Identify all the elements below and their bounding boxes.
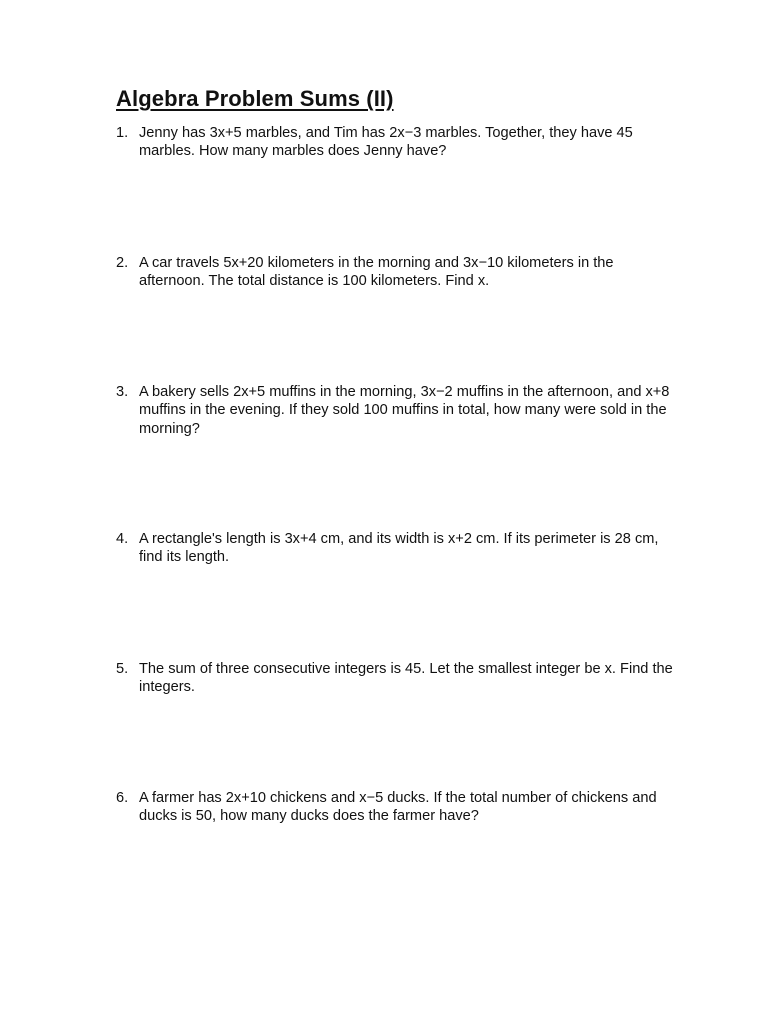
problem-text: A farmer has 2x+10 chickens and x−5 ducks. If the total number of chickens and ducks is 50, how many ducks does the farmer have?: [139, 790, 657, 825]
problem-text: The sum of three consecutive integers is 45. Let the smallest integer be x. Find the integers.: [139, 661, 673, 696]
problem-text: A car travels 5x+20 kilometers in the morning and 3x−10 kilometers in the afternoon. The total distance is 100 kilometers. Find x.: [139, 255, 614, 290]
problem-4: [116, 530, 676, 567]
problem-text: A bakery sells 2x+5 muffins in the morning, 3x−2 muffins in the afternoon, and x+8 muffins in the evening. If they sold 100 muffins in total, how many were sold in the morning?: [139, 384, 670, 437]
problem-number: 4.: [116, 531, 129, 547]
problem-2: [116, 254, 676, 291]
problem-number: 3.: [116, 384, 129, 400]
problem-text: A rectangle's length is 3x+4 cm, and its width is x+2 cm. If its perimeter is 28 cm, find its length.: [139, 531, 659, 566]
problem-1: [116, 124, 676, 161]
problem-number: 1.: [116, 125, 129, 141]
problem-6: [116, 789, 676, 826]
problem-number: 5.: [116, 661, 129, 677]
page-title: Algebra Problem Sums (II): [116, 86, 394, 111]
problem-text: Jenny has 3x+5 marbles, and Tim has 2x−3 marbles. Together, they have 45 marbles. How many marbles does Jenny have?: [139, 125, 633, 160]
problem-5: [116, 660, 676, 697]
problem-number: 2.: [116, 255, 129, 271]
problem-3: [116, 383, 676, 438]
problem-number: 6.: [116, 790, 129, 806]
